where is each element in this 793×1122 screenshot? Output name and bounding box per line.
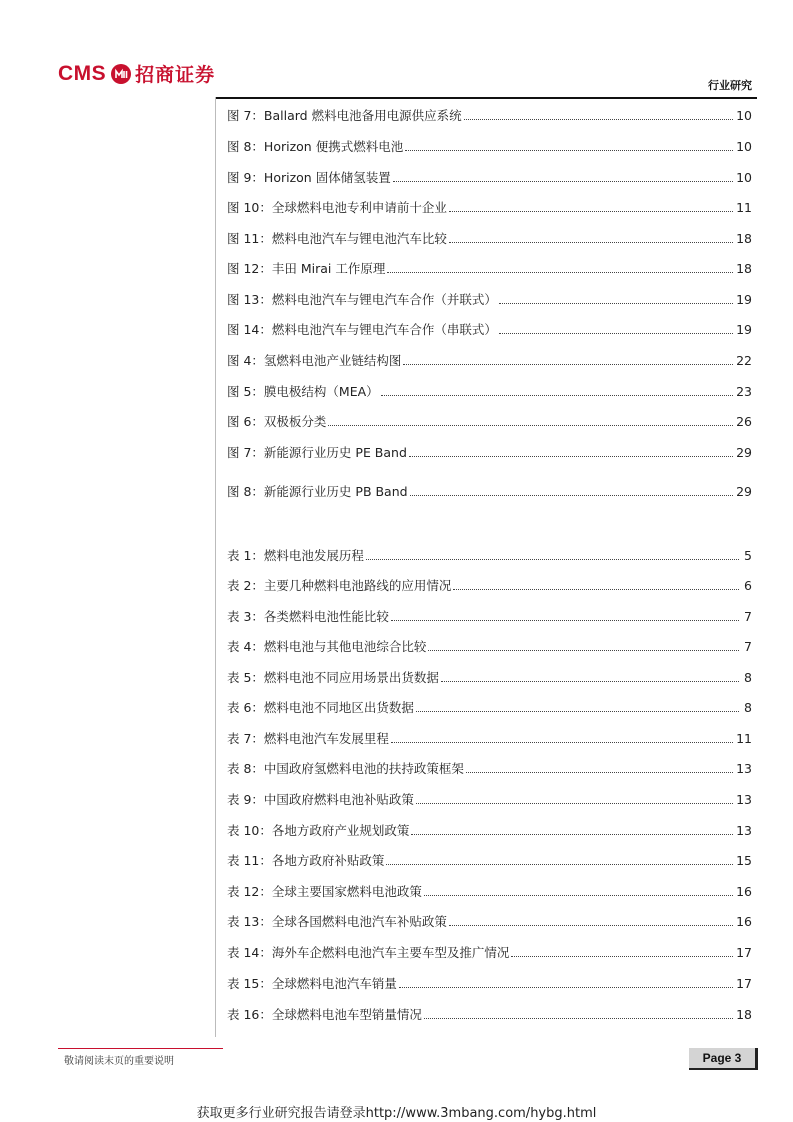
table-entry[interactable] [227,884,752,900]
dot-leader [328,425,733,426]
table-title: 表 5：燃料电池不同应用场景出货数据 [227,670,439,685]
figure-entry[interactable] [227,139,752,155]
figure-title: 图 7：Ballard 燃料电池备用电源供应系统 [227,108,462,123]
figure-page: 26 [736,414,752,429]
figure-title: 图 12：丰田 Mirai 工作原理 [227,261,386,276]
dot-leader [511,956,733,957]
figure-entry[interactable] [227,108,752,124]
figure-title: 图 8：新能源行业历史 PB Band [227,484,408,499]
table-page: 16 [736,914,752,929]
dot-leader [424,895,733,896]
figure-title: 图 9：Horizon 固体储氢装置 [227,170,391,185]
table-title: 表 3：各类燃料电池性能比较 [227,609,389,624]
table-entry[interactable] [227,853,752,869]
table-title: 表 4：燃料电池与其他电池综合比较 [227,639,427,654]
dot-leader [391,742,733,743]
table-page: 6 [744,578,752,593]
dot-leader [449,211,733,212]
table-page: 16 [736,884,752,899]
dot-leader [449,925,733,926]
dot-leader [405,150,733,151]
dot-leader [453,589,739,590]
table-title: 表 13：全球各国燃料电池汽车补贴政策 [227,914,447,929]
table-entry[interactable] [227,761,752,777]
table-entry[interactable] [227,914,752,930]
table-entry[interactable] [227,976,752,992]
table-page: 18 [736,1007,752,1022]
figure-entry[interactable] [227,322,752,338]
table-title: 表 15：全球燃料电池汽车销量 [227,976,397,991]
figure-page: 23 [736,384,752,399]
dot-leader [464,119,733,120]
table-entry[interactable] [227,670,752,686]
figure-title: 图 5：膜电极结构（MEA） [227,384,379,399]
dot-leader [499,333,733,334]
table-title: 表 1：燃料电池发展历程 [227,548,364,563]
figure-page: 19 [736,322,752,337]
table-page: 15 [736,853,752,868]
figure-entry[interactable] [227,414,752,430]
figure-entry[interactable] [227,484,752,500]
logo-company-name: 招商证券 [135,64,216,86]
figure-page: 18 [736,261,752,276]
footer-disclaimer: 敬请阅读末页的重要说明 [64,1056,174,1067]
table-title: 表 8：中国政府氢燃料电池的扶持政策框架 [227,761,464,776]
table-page: 17 [736,976,752,991]
figure-entry[interactable] [227,170,752,186]
dot-leader [393,181,733,182]
table-title: 表 11：各地方政府补贴政策 [227,853,385,868]
footer-divider [58,1048,223,1049]
table-entry[interactable] [227,792,752,808]
table-entry[interactable] [227,823,752,839]
figure-title: 图 14：燃料电池汽车与锂电汽车合作（串联式） [227,322,497,337]
table-page: 13 [736,823,752,838]
table-entry[interactable] [227,731,752,747]
dot-leader [449,242,733,243]
figure-page: 29 [736,445,752,460]
figure-entry[interactable] [227,353,752,369]
table-entry[interactable] [227,578,752,594]
figure-title: 图 10：全球燃料电池专利申请前十企业 [227,200,447,215]
table-title: 表 14：海外车企燃料电池汽车主要车型及推广情况 [227,945,510,960]
dot-leader [499,303,733,304]
figure-page: 11 [736,200,752,215]
table-title: 表 7：燃料电池汽车发展里程 [227,731,389,746]
figure-title: 图 4：氢燃料电池产业链结构图 [227,353,402,368]
logo-text: CMS [58,61,107,85]
table-page: 7 [744,639,752,654]
dot-leader [441,681,739,682]
figure-page: 10 [736,108,752,123]
table-page: 13 [736,761,752,776]
dot-leader [466,772,733,773]
table-title: 表 16：全球燃料电池车型销量情况 [227,1007,422,1022]
dot-leader [391,620,739,621]
table-title: 表 12：全球主要国家燃料电池政策 [227,884,422,899]
figure-title: 图 8：Horizon 便携式燃料电池 [227,139,404,154]
table-entry[interactable] [227,548,752,564]
dot-leader [386,864,733,865]
table-entry[interactable] [227,1007,752,1023]
logo-emblem-icon [110,63,132,85]
company-logo [58,60,215,87]
dot-leader [403,364,733,365]
page-number: Page 3 [689,1048,758,1070]
figure-entry[interactable] [227,200,752,216]
figure-entry[interactable] [227,261,752,277]
table-entry[interactable] [227,945,752,961]
table-title: 表 9：中国政府燃料电池补贴政策 [227,792,414,807]
dot-leader [428,650,739,651]
figure-title: 图 13：燃料电池汽车与锂电汽车合作（并联式） [227,292,497,307]
table-title: 表 6：燃料电池不同地区出货数据 [227,700,414,715]
figure-entry[interactable] [227,292,752,308]
table-page: 8 [744,700,752,715]
dot-leader [410,495,734,496]
table-page: 8 [744,670,752,685]
table-entry[interactable] [227,609,752,625]
dot-leader [424,1018,733,1019]
figure-page: 29 [736,484,752,499]
dot-leader [366,559,739,560]
table-page: 17 [736,945,752,960]
dot-leader [399,987,733,988]
figure-page: 10 [736,170,752,185]
dot-leader [411,834,733,835]
dot-leader [416,711,739,712]
bottom-promo-link[interactable]: 获取更多行业研究报告请登录http://www.3mbang.com/hybg.html [196,1106,597,1121]
dot-leader [387,272,733,273]
figure-title: 图 11：燃料电池汽车与锂电池汽车比较 [227,231,447,246]
dot-leader [416,803,733,804]
table-title: 表 2：主要几种燃料电池路线的应用情况 [227,578,452,593]
figure-title: 图 6：双极板分类 [227,414,327,429]
figure-page: 19 [736,292,752,307]
dot-leader [409,456,733,457]
dot-leader [381,395,733,396]
figure-page: 18 [736,231,752,246]
table-page: 11 [736,731,752,746]
table-title: 表 10：各地方政府产业规划政策 [227,823,410,838]
table-page: 7 [744,609,752,624]
section-label: 行业研究 [708,79,752,92]
table-page: 13 [736,792,752,807]
figure-page: 22 [736,353,752,368]
left-margin-divider [215,97,216,1037]
table-entry[interactable] [227,700,752,716]
figure-page: 10 [736,139,752,154]
figure-title: 图 7：新能源行业历史 PE Band [227,445,407,460]
figure-entry[interactable] [227,445,752,461]
figure-entry[interactable] [227,384,752,400]
header-divider [215,97,757,99]
figure-entry[interactable] [227,231,752,247]
table-page: 5 [744,548,752,563]
table-entry[interactable] [227,639,752,655]
